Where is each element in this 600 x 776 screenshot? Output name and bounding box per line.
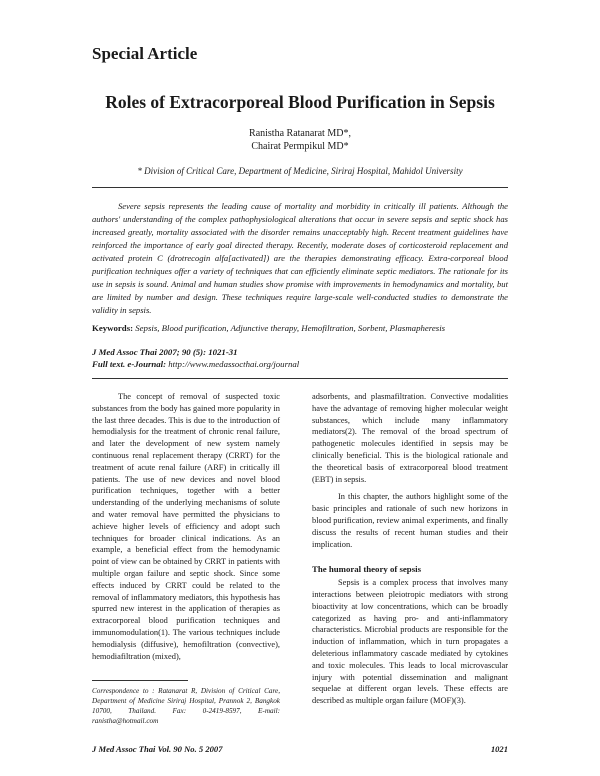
citation-divider <box>92 378 508 379</box>
keywords-text: Sepsis, Blood purification, Adjunctive therapy, Hemofiltration, Sorbent, Plasmapheresis <box>135 323 446 333</box>
abstract: Severe sepsis represents the leading cause of mortality and morbidity in critically ill patients. Although the authors' understanding of the complex pathophysiological alterations that occur in severe sepsis and septic shock has increased greatly, mortality associated with the disorder remains unacceptably high. Recent treatment guidelines have reinforced the importance of early goal directed therapy. Recently, moderate doses of corticosteroid replacement and activated protein C (drotrecogin alfa[activated]) are the therapies demonstrating efficacy. Extra-corporeal blood purification techniques offer a variety of techniques that can efficiently eliminate septic mediators. The rationale for its use in sepsis is sound. Animal and human studies show promise with improvements in hemodynamics and mortality, but are limited by number and design. These techniques require large-scale well-conducted studies to demonstrate the validity in sepsis. <box>92 201 508 315</box>
page-number: 1021 <box>490 744 508 754</box>
author-name: Chairat Permpikul MD* <box>251 141 349 152</box>
fulltext-link[interactable]: http://www.medassocthai.org/journal <box>168 359 300 369</box>
author-affiliation: * Division of Critical Care, Department of Medicine, Siriraj Hospital, Mahidol University <box>137 166 463 176</box>
section-label: Special Article <box>92 44 198 63</box>
body-paragraph: The concept of removal of suspected toxic substances from the body has gained more popularity in the last three decades. This is due to the introduction of hemodialysis for the treatment of chronic renal failure, and later the development of new system namely continuous renal replacement therapy (CRRT) for the treatment of acute renal failure (ARF) in critically ill patients. The use of new devices and novel blood purification techniques, together with a better understanding of the underlying mechanisms of solute and water removal have permitted the physicians to achieve higher levels of efficiency and adopt such techniques for broader clinical indications. As an example, a beneficial effect from the hemodynamic point of view can be obtained by CRRT in patients with multiple organ failure and septic shock. Since some effects induced by CRRT could be related to the removal of inflammatory mediators, this hypothesis has spurred new interest in the application of therapies as extracorporeal blood purification techniques and immunomodulation(1). The various techniques include hemodialysis (diffusive), hemofiltration (convective), hemodiafiltration (mixed), <box>92 392 280 661</box>
citation <box>92 346 508 370</box>
section-heading: The humoral theory of sepsis <box>312 564 421 575</box>
author-name: Ranistha Ratanarat MD*, <box>249 128 351 139</box>
body-paragraph: adsorbents, and plasmafiltration. Convective modalities have the advantage of removing higher molecular weight substances, which include many inflammatory mediators(2). The removal of the broad spectrum of pathogenetic molecules identified in sepsis may be clinically beneficial. This is the biological rationale and the theoretical basis of extracorporeal blood treatment (EBT) in sepsis. <box>312 392 508 484</box>
fulltext-label: Full text. e-Journal: <box>92 359 167 369</box>
body-paragraph: Sepsis is a complex process that involves many interactions between pleiotropic mediators with strong bioactivity at low concentrations, which can be broadly categorized as having pro- and anti-inflammatory characteristics. Microbial products are responsible for the induction of inflammation, which in turn propagates a deleterious inflammatory cascade mediated by cytokines and toxic molecules. This leads to local microvascular injury with potential dissemination and malignant sequelae at different organ levels. These effects are described as multiple organ failure (MOF)(3). <box>312 578 508 706</box>
correspondence-note: Correspondence to : Ratanarat R, Division of Critical Care, Department of Medicine Siriraj Hospital, Prannok 2, Bangkok 10700, Thailand. Fax: 0-2419-8597, E-mail: ranistha@hotmail.com <box>92 687 280 725</box>
header-divider <box>92 187 508 188</box>
journal-citation: J Med Assoc Thai 2007; 90 (5): 1021-31 <box>92 347 238 357</box>
body-column-left <box>92 391 280 662</box>
footer-journal: J Med Assoc Thai Vol. 90 No. 5 2007 <box>92 744 223 754</box>
article-title: Roles of Extracorporeal Blood Purification in Sepsis <box>105 92 495 112</box>
keywords <box>92 322 508 334</box>
footnote-divider <box>92 680 188 681</box>
body-paragraph: In this chapter, the authors highlight some of the basic principles and rationale of such new horizons in blood purification, review animal experiments, and finally discuss the results of recent human studies and their implication. <box>312 492 508 549</box>
keywords-label: Keywords: <box>92 323 134 333</box>
body-column-right <box>312 391 508 707</box>
